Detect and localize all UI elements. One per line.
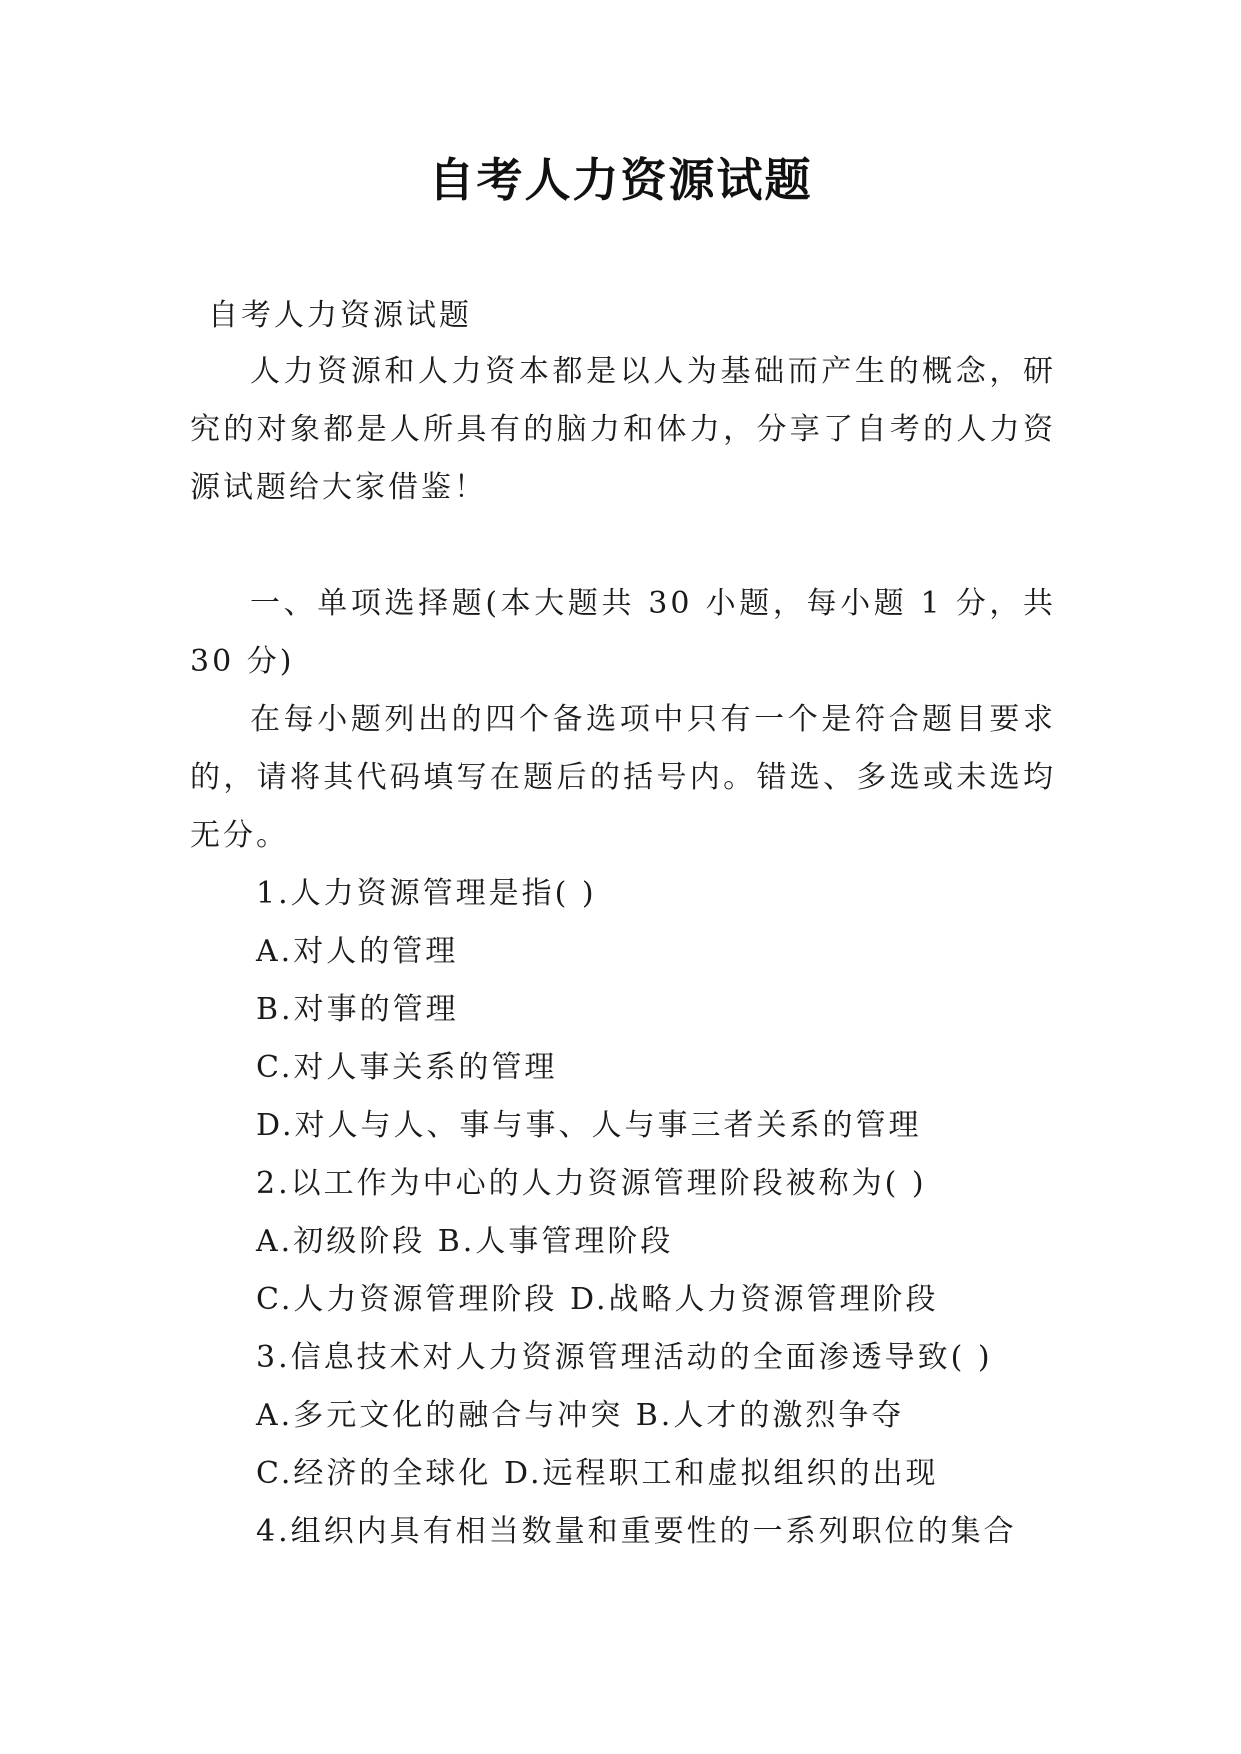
option-line: B.对事的管理 xyxy=(256,992,459,1027)
instructions-paragraph: 在每小题列出的四个备选项中只有一个是符合题目要求的，请将其代码填写在题后的括号内。错选、多选或未选均无分。 xyxy=(190,702,1056,853)
option-line: C.经济的全球化 D.远程职工和虚拟组织的出现 xyxy=(256,1456,939,1491)
question-line: 2.以工作为中心的人力资源管理阶段被称为( ) xyxy=(256,1166,927,1201)
document-title: 自考人力资源试题 xyxy=(428,153,813,207)
intro-paragraph: 人力资源和人力资本都是以人为基础而产生的概念，研究的对象都是人所具有的脑力和体力，分享了自考的人力资源试题给大家借鉴！ xyxy=(190,354,1056,505)
option-line: A.多元文化的融合与冲突 B.人才的激烈争夺 xyxy=(256,1398,905,1433)
question-line: 4.组织内具有相当数量和重要性的一系列职位的集合 xyxy=(256,1514,1017,1549)
option-line: C.人力资源管理阶段 D.战略人力资源管理阶段 xyxy=(256,1282,939,1317)
question-line: 3.信息技术对人力资源管理活动的全面渗透导致( ) xyxy=(256,1340,993,1375)
option-line: C.对人事关系的管理 xyxy=(256,1050,558,1085)
option-line: A.初级阶段 B.人事管理阶段 xyxy=(256,1224,674,1259)
question-line: 1.人力资源管理是指( ) xyxy=(256,876,597,911)
section-heading: 一、单项选择题(本大题共 30 小题，每小题 1 分，共 30 分) xyxy=(190,586,1056,679)
document-subtitle: 自考人力资源试题 xyxy=(208,298,472,333)
paragraph-gap xyxy=(190,517,1056,575)
option-line: A.对人的管理 xyxy=(256,934,459,969)
document-body xyxy=(190,343,1056,1561)
option-line: D.对人与人、事与事、人与事三者关系的管理 xyxy=(256,1108,922,1143)
